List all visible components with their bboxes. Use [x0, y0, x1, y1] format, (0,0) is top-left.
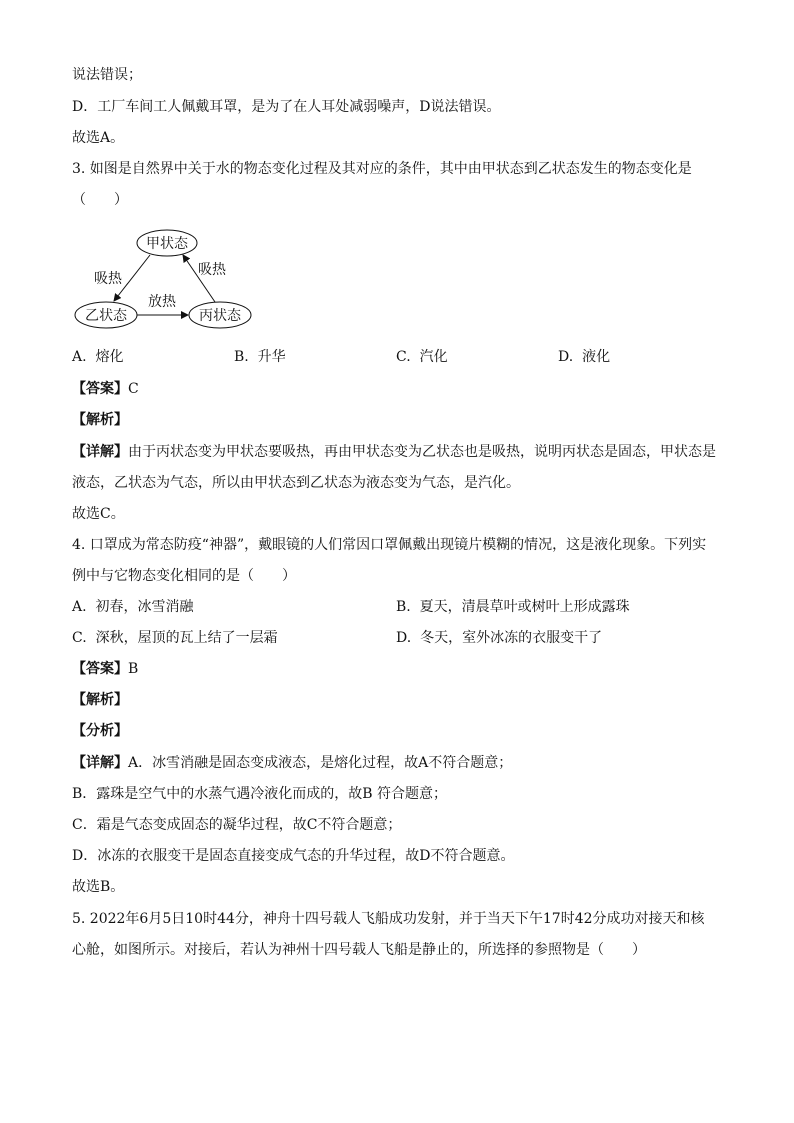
q4-option-c: C. 深秋，屋顶的瓦上结了一层霜 — [72, 630, 278, 646]
q4-option-a: A. 初春，冰雪消融 — [72, 599, 194, 615]
q4-choose: 故选B。 — [72, 879, 125, 895]
node-yi-label: 乙状态 — [85, 308, 127, 324]
edge-jia-yi-label: 吸热 — [94, 271, 122, 287]
q3-detail-cont: 液态，乙状态为气态，所以由甲状态到乙状态为液态变为气态，是汽化。 — [72, 475, 520, 491]
question-3-paren: （ ） — [72, 192, 128, 208]
q4-detail-b: B．露珠是空气中的水蒸气遇冷液化而成的，故B 符合题意； — [72, 786, 448, 802]
q3-option-b: B. 升华 — [234, 349, 286, 365]
question-5-stem-cont: 心舱，如图所示。对接后，若认为神州十四号载人飞船是静止的，所选择的参照物是（ ） — [72, 942, 646, 958]
q3-answer: 【答案】C — [72, 381, 139, 397]
q3-choose: 故选C。 — [72, 506, 125, 522]
q3-detail: 【详解】由于丙状态变为甲状态要吸热，再由甲状态变为乙状态也是吸热，说明丙状态是固态，甲状态是 — [72, 444, 716, 460]
node-jia-label: 甲状态 — [146, 236, 188, 252]
text-line: D．工厂车间工人佩戴耳罩，是为了在人耳处减弱噪声，D说法错误。 — [72, 99, 501, 115]
q4-fenxi-heading: 【分析】 — [72, 723, 128, 739]
q4-option-d: D. 冬天，室外冰冻的衣服变干了 — [396, 630, 603, 646]
q3-analysis-heading: 【解析】 — [72, 412, 128, 428]
q3-option-d: D. 液化 — [558, 349, 611, 365]
q4-answer: 【答案】B — [72, 661, 139, 677]
q4-detail-a: 【详解】A．冰雪消融是固态变成液态，是熔化过程，故A不符合题意； — [72, 755, 513, 771]
q3-option-a: A. 熔化 — [72, 349, 124, 365]
question-3-stem: 3. 如图是自然界中关于水的物态变化过程及其对应的条件，其中由甲状态到乙状态发生的物态变化是 — [72, 161, 692, 177]
text-line: 故选A。 — [72, 130, 125, 146]
q4-detail-d: D．冰冻的衣服变干是固态直接变成气态的升华过程，故D不符合题意。 — [72, 848, 515, 864]
edge-yi-bing-label: 放热 — [148, 294, 176, 310]
text-line: 说法错误； — [72, 67, 142, 83]
question-4-stem: 4. 口罩成为常态防疫“神器”，戴眼镜的人们常因口罩佩戴出现镜片模糊的情况，这是液化现象。下列实 — [72, 537, 707, 553]
node-bing-label: 丙状态 — [199, 308, 241, 324]
q4-option-b: B. 夏天，清晨草叶或树叶上形成露珠 — [396, 599, 630, 615]
state-change-diagram — [70, 226, 260, 336]
q4-analysis-heading: 【解析】 — [72, 692, 128, 708]
question-5-stem: 5. 2022年6月5日10时44分，神舟十四号载人飞船成功发射，并于当天下午17时42分成功对接天和核 — [72, 911, 705, 927]
q4-detail-c: C．霜是气态变成固态的凝华过程，故C不符合题意； — [72, 817, 402, 833]
edge-bing-jia-label: 吸热 — [198, 262, 226, 278]
q3-option-c: C. 汽化 — [396, 349, 448, 365]
question-4-stem-cont: 例中与它物态变化相同的是（ ） — [72, 568, 296, 584]
